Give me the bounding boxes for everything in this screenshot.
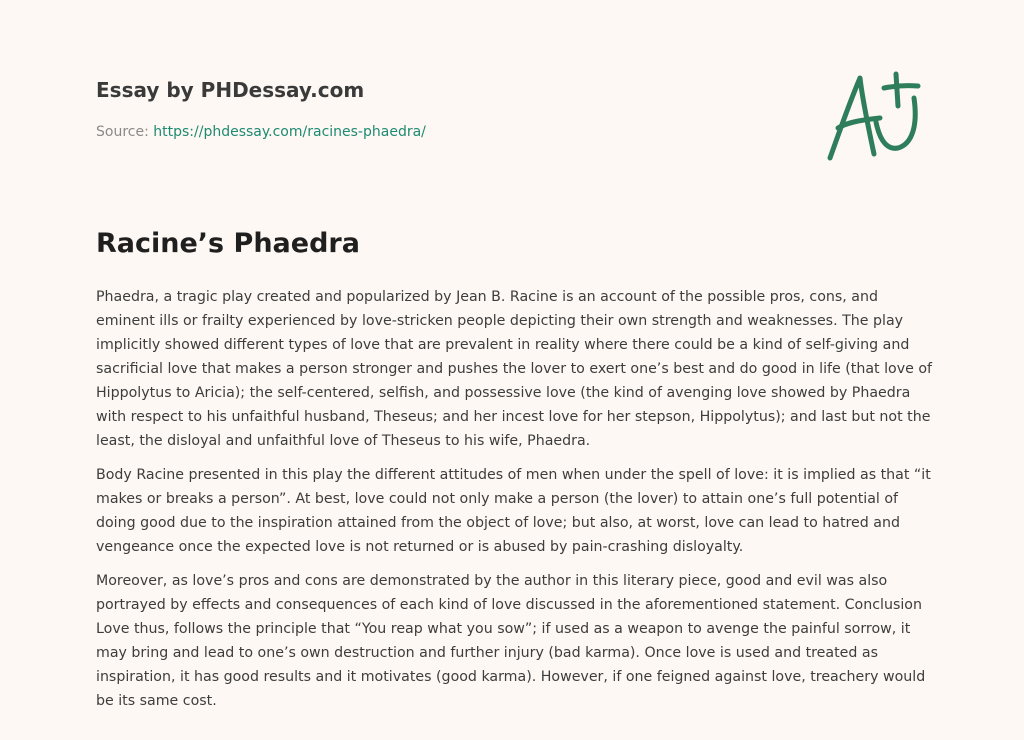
source-link[interactable]: https://phdessay.com/racines-phaedra/	[153, 124, 426, 140]
source-line	[96, 122, 776, 142]
a-plus-logo-icon	[818, 66, 930, 166]
essay-body	[96, 285, 936, 723]
essay-header	[96, 76, 776, 142]
site-title: Essay by PHDessay.com	[96, 78, 365, 102]
source-label: Source:	[96, 124, 149, 140]
essay-paragraph: Body Racine presented in this play the different attitudes of men when under the spell of love: it is implied as that “it makes or breaks a person”. At best, love could not only make a person (the lover) to attain one’s full potential of doing good due to the inspiration attained from the object of love; but also, at worst, love can lead to hatred and vengeance once the expected love is not returned or is abused by pain-crashing disloyalty.	[96, 467, 931, 555]
essay-title: Racine’s Phaedra	[96, 228, 360, 259]
essay-paragraph: Phaedra, a tragic play created and popularized by Jean B. Racine is an account of the possible pros, cons, and eminent ills or frailty experienced by love-stricken people depicting their own strength and weaknesses. The play implicitly showed different types of love that are prevalent in reality where there could be a kind of self-giving and sacrificial love that makes a person stronger and pushes the lover to exert one’s best and do good in life (that love of Hippolytus to Aricia); the self-centered, selfish, and possessive love (the kind of avenging love showed by Phaedra with respect to his unfaithful husband, Theseus; and her incest love for her stepson, Hippolytus); and last but not the least, the disloyal and unfaithful love of Theseus to his wife, Phaedra.	[96, 289, 933, 449]
essay-paragraph: Moreover, as love’s pros and cons are demonstrated by the author in this literary piece, good and evil was also portrayed by effects and consequences of each kind of love discussed in the aforementioned statement. Conclusion Love thus, follows the principle that “You reap what you sow”; if used as a weapon to avenge the painful sorrow, it may bring and lead to one’s own destruction and further injury (bad karma). Once love is used and treated as inspiration, it has good results and it motivates (good karma). However, if one feigned against love, treachery would be its same cost.	[96, 573, 926, 709]
